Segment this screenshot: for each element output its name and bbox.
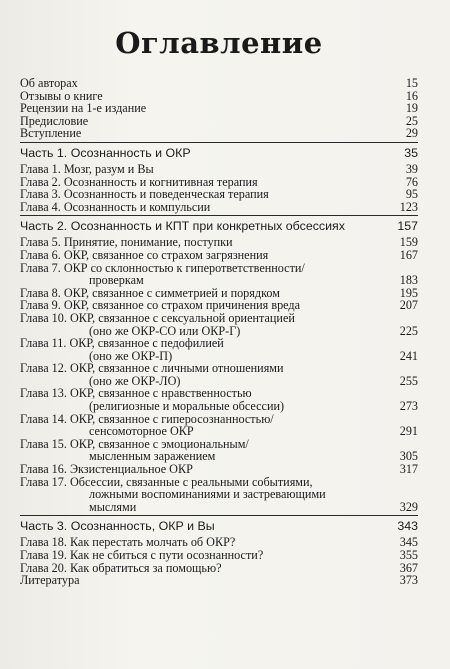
chapter-page: 355: [399, 548, 418, 562]
chapter-page: 255: [399, 373, 418, 388]
chapter-entry: [20, 188, 418, 201]
chapter-label-line3: мыслями: [89, 499, 137, 514]
chapter-entry: [20, 387, 418, 412]
table-of-contents: [20, 77, 418, 587]
chapter-page: 273: [399, 399, 418, 414]
chapter-label-line1: Глава 14. ОКР, связанное с гиперосознанностью/: [20, 411, 274, 426]
chapter-label: [20, 262, 390, 287]
chapter-label-line1: Глава 13. ОКР, связанное с нравственностью: [20, 386, 252, 401]
chapter-page: 373: [399, 573, 418, 588]
part-heading: [20, 515, 418, 533]
chapter-entry: [20, 163, 418, 176]
entry-page: 29: [405, 126, 418, 141]
chapter-entry: [20, 562, 418, 575]
chapter-label: Глава 4. Осознанность и компульсии: [20, 199, 211, 214]
chapter-label: [20, 337, 390, 362]
chapter-page: 183: [399, 273, 418, 288]
chapter-label-line1: Глава 15. ОКР, связанное с эмоциональным/: [20, 436, 249, 451]
chapter-page: 159: [399, 235, 418, 250]
entry-label: Вступление: [20, 126, 82, 141]
chapter-entry: [20, 201, 418, 214]
entry-page: 16: [405, 88, 418, 103]
chapter-label: [20, 413, 390, 438]
chapter-label-line1: Глава 12. ОКР, связанное с личными отношениями: [20, 361, 284, 376]
chapter-label-line2: (оно же ОКР-П): [89, 348, 173, 363]
chapter-entry: [20, 438, 418, 463]
chapter-label: [20, 438, 390, 463]
entry-label: Отзывы о книге: [20, 88, 103, 103]
chapter-label: Литература: [20, 573, 80, 588]
chapter-page: 39: [405, 161, 418, 176]
chapter-label: Глава 18. Как перестать молчать об ОКР?: [20, 535, 236, 550]
part-label: Часть 3. Осознанность, ОКР и Вы: [20, 519, 215, 534]
chapter-label: Глава 5. Принятие, понимание, поступки: [20, 235, 233, 250]
toc-entry: [20, 127, 418, 140]
chapter-entry: [20, 262, 418, 287]
chapter-label: [20, 362, 390, 387]
chapter-label-line2: (религиозные и моральные обсессии): [89, 399, 285, 414]
chapter-label-line1: Глава 11. ОКР, связанное с педофилией: [20, 336, 224, 351]
chapter-label-line2: ложными воспоминаниями и застревающими: [89, 487, 326, 502]
chapter-label-line2: (оно же ОКР-СО или ОКР-Г): [89, 323, 241, 338]
chapter-page: 207: [399, 298, 418, 313]
chapter-page: 95: [405, 187, 418, 202]
toc-entry: [20, 77, 418, 90]
chapter-label: Глава 1. Мозг, разум и Вы: [20, 161, 154, 176]
chapter-label: [20, 387, 390, 412]
entry-page: 15: [405, 76, 418, 90]
chapter-label: Глава 16. Экзистенциальное ОКР: [20, 462, 193, 477]
chapter-entry: [20, 312, 418, 337]
chapter-entry: [20, 574, 418, 587]
chapter-entry: [20, 476, 418, 514]
chapter-label-line2: проверкам: [89, 273, 144, 288]
chapter-page: 367: [399, 560, 418, 575]
toc-entry: [20, 102, 418, 115]
page-title: Оглавление: [115, 26, 323, 60]
part-page: 157: [397, 219, 418, 234]
chapter-page: 123: [399, 199, 418, 214]
chapter-label: Глава 2. Осознанность и когнитивная терапия: [20, 174, 258, 189]
entry-page: 25: [405, 113, 418, 128]
chapter-page: 195: [399, 285, 418, 300]
chapter-page: 345: [399, 535, 418, 550]
chapter-label: Глава 19. Как не сбиться с пути осознанности?: [20, 548, 264, 562]
chapter-page: 317: [399, 462, 418, 477]
chapter-label: [20, 312, 390, 337]
chapter-label-line1: Глава 10. ОКР, связанное с сексуальной ориентацией: [20, 310, 295, 325]
chapter-label: Глава 8. ОКР, связанное с симметрией и порядком: [20, 285, 280, 300]
part-page: 35: [404, 145, 418, 160]
chapter-entry: [20, 413, 418, 438]
chapter-entry: [20, 337, 418, 362]
part-label: Часть 1. Осознанность и ОКР: [20, 145, 191, 160]
chapter-page: 167: [399, 247, 418, 262]
chapter-page: 241: [399, 348, 418, 363]
chapter-label-line2: сенсомоторное ОКР: [89, 424, 194, 439]
chapter-page: 291: [399, 424, 418, 439]
chapter-page: 305: [399, 449, 418, 464]
chapter-label: [20, 476, 390, 514]
chapter-label: Глава 6. ОКР, связанное со страхом загрязнения: [20, 247, 269, 262]
chapter-page: 225: [399, 323, 418, 338]
entry-label: Предисловие: [20, 113, 89, 128]
chapter-page: 329: [399, 499, 418, 514]
chapter-entry: [20, 362, 418, 387]
chapter-page: 76: [405, 174, 418, 189]
part-label: Часть 2. Осознанность и КПТ при конкретных обсессиях: [20, 219, 345, 234]
chapter-entry: [20, 549, 418, 562]
chapter-label: Глава 3. Осознанность и поведенческая терапия: [20, 187, 269, 202]
part-page: 343: [397, 519, 418, 534]
chapter-label-line2: мысленным заражением: [89, 449, 216, 464]
entry-page: 19: [405, 101, 418, 116]
entry-label: Рецензии на 1-е издание: [20, 101, 147, 116]
chapter-label-line1: Глава 7. ОКР со склонностью к гиперответственности/: [20, 260, 305, 275]
chapter-label: Глава 9. ОКР, связанное со страхом причинения вреда: [20, 298, 301, 313]
part-heading: [20, 215, 418, 233]
chapter-label-line1: Глава 17. Обсессии, связанные с реальными событиями,: [20, 474, 313, 489]
chapter-label-line2: (оно же ОКР-ЛО): [89, 373, 181, 388]
chapter-label: Глава 20. Как обратиться за помощью?: [20, 560, 222, 575]
entry-label: Об авторах: [20, 76, 78, 90]
part-heading: [20, 142, 418, 160]
